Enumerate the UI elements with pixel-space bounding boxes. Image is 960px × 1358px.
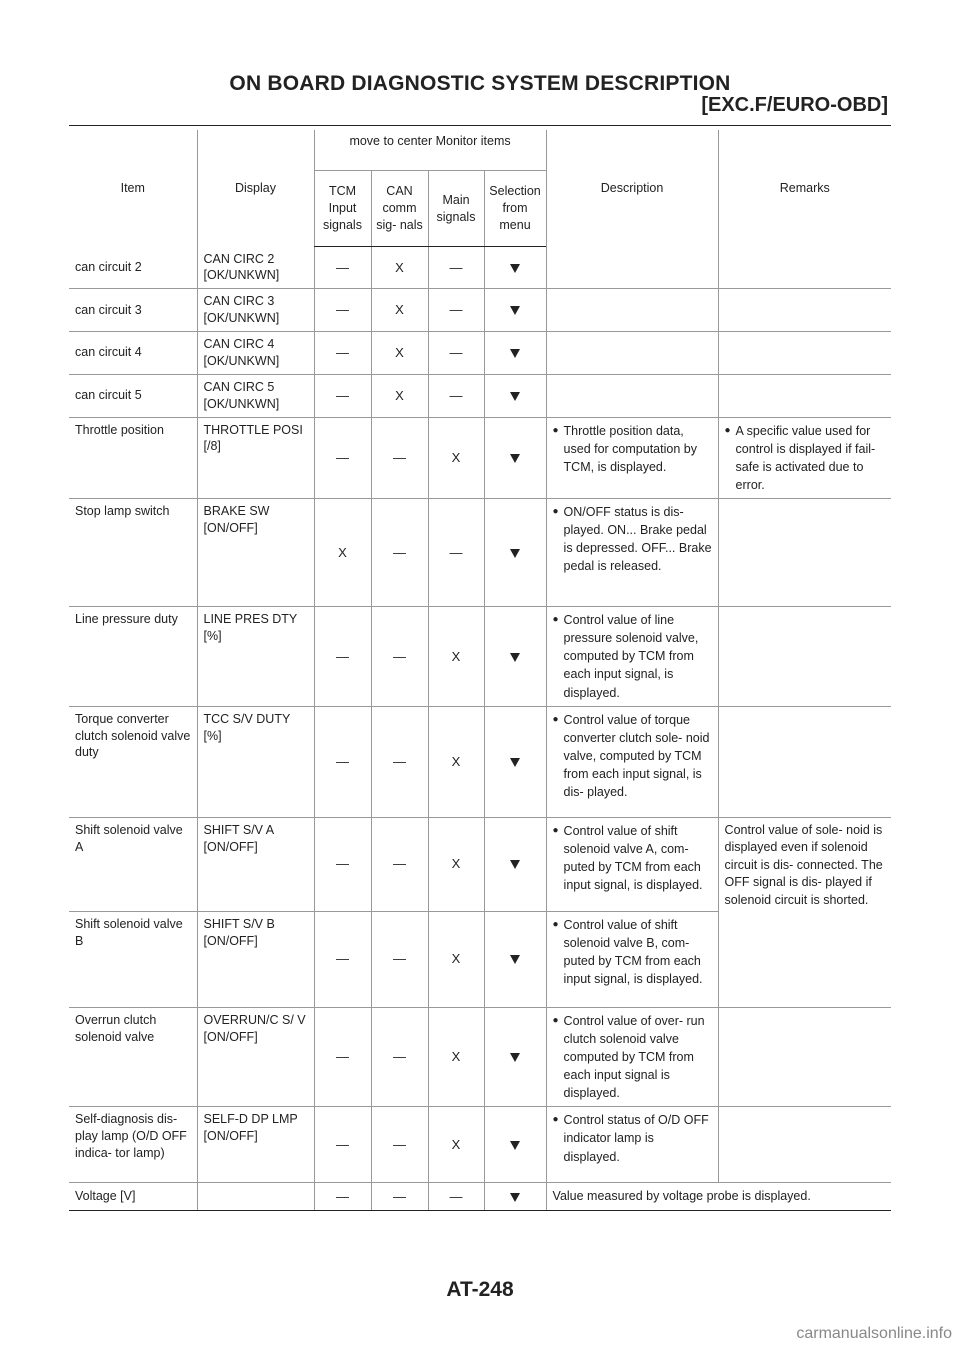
down-triangle-icon bbox=[510, 1141, 520, 1150]
can-cell: — bbox=[371, 1183, 428, 1211]
display-cell: THROTTLE POSI [/8] bbox=[197, 417, 314, 499]
page-number: AT-248 bbox=[446, 1278, 514, 1301]
tcm-cell: — bbox=[314, 1183, 371, 1211]
remarks-cell bbox=[718, 247, 891, 289]
description-text: Control value of shift solenoid valve A, com- puted by TCM from each input signal, is displayed. bbox=[563, 823, 703, 892]
item-cell: Throttle position bbox=[69, 417, 197, 499]
item-cell: Voltage [V] bbox=[69, 1183, 197, 1211]
bullet-icon: ● bbox=[552, 713, 559, 725]
item-cell: can circuit 2 bbox=[69, 247, 197, 289]
can-cell: — bbox=[371, 911, 428, 1007]
main-cell: X bbox=[428, 817, 484, 911]
display-cell: SHIFT S/V A [ON/OFF] bbox=[197, 817, 314, 911]
description-cell bbox=[546, 332, 718, 375]
main-cell: X bbox=[428, 1107, 484, 1183]
bullet-icon: ● bbox=[724, 424, 731, 436]
can-cell: X bbox=[371, 332, 428, 375]
selection-cell bbox=[484, 417, 546, 499]
remarks-cell bbox=[718, 332, 891, 375]
item-cell: Self-diagnosis dis- play lamp (O/D OFF indica- tor lamp) bbox=[69, 1107, 197, 1183]
main-cell: — bbox=[428, 289, 484, 332]
header-remarks: Remarks bbox=[718, 130, 891, 247]
item-cell: Overrun clutch solenoid valve bbox=[69, 1007, 197, 1107]
tcm-cell: — bbox=[314, 374, 371, 417]
main-cell: X bbox=[428, 417, 484, 499]
remarks-cell-shift-solenoid: Control value of sole- noid is displayed even if solenoid circuit is dis- connected. The OFF signal is dis- played if solenoid circuit is shorted. bbox=[718, 817, 891, 1007]
description-cell bbox=[546, 706, 718, 817]
tcm-cell: — bbox=[314, 607, 371, 707]
table-row bbox=[69, 499, 891, 607]
remarks-cell bbox=[718, 417, 891, 499]
display-cell: CAN CIRC 2 [OK/UNKWN] bbox=[197, 247, 314, 289]
title-rule bbox=[69, 125, 891, 126]
selection-cell bbox=[484, 1107, 546, 1183]
table-row bbox=[69, 706, 891, 817]
display-cell: CAN CIRC 3 [OK/UNKWN] bbox=[197, 289, 314, 332]
tcm-cell: — bbox=[314, 289, 371, 332]
description-cell bbox=[546, 1107, 718, 1183]
table-row bbox=[69, 1183, 891, 1211]
description-text: Control value of line pressure solenoid valve, computed by TCM from each input signal, is displayed. bbox=[563, 613, 699, 700]
down-triangle-icon bbox=[510, 1193, 520, 1202]
header-can-comm: CAN comm sig- nals bbox=[371, 171, 428, 247]
description-cell bbox=[546, 374, 718, 417]
item-cell: Stop lamp switch bbox=[69, 499, 197, 607]
can-cell: — bbox=[371, 499, 428, 607]
display-cell: SELF-D DP LMP [ON/OFF] bbox=[197, 1107, 314, 1183]
selection-cell bbox=[484, 706, 546, 817]
can-cell: X bbox=[371, 374, 428, 417]
item-cell: Line pressure duty bbox=[69, 607, 197, 707]
down-triangle-icon bbox=[510, 549, 520, 558]
description-text: Throttle position data, used for computation by TCM, is displayed. bbox=[563, 423, 697, 474]
description-cell bbox=[546, 417, 718, 499]
can-cell: — bbox=[371, 417, 428, 499]
tcm-cell: — bbox=[314, 1107, 371, 1183]
main-cell: — bbox=[428, 332, 484, 375]
down-triangle-icon bbox=[510, 264, 520, 273]
table-row bbox=[69, 607, 891, 707]
description-cell: Value measured by voltage probe is displayed. bbox=[546, 1183, 891, 1211]
table-row bbox=[69, 332, 891, 375]
table-row bbox=[69, 374, 891, 417]
tcm-cell: — bbox=[314, 247, 371, 289]
display-cell: OVERRUN/C S/ V [ON/OFF] bbox=[197, 1007, 314, 1107]
page-subtitle: [EXC.F/EURO-OBD] bbox=[701, 94, 888, 116]
bullet-icon: ● bbox=[552, 424, 559, 436]
display-cell: SHIFT S/V B [ON/OFF] bbox=[197, 911, 314, 1007]
remarks-cell bbox=[718, 1107, 891, 1183]
table-row bbox=[69, 289, 891, 332]
header-description: Description bbox=[546, 130, 718, 247]
selection-cell bbox=[484, 289, 546, 332]
description-text: Control value of shift solenoid valve B, com- puted by TCM from each input signal, is displayed. bbox=[563, 917, 703, 986]
table-row bbox=[69, 817, 891, 911]
description-text: ON/OFF status is dis- played. ON... Brake pedal is depressed. OFF... Brake pedal is released. bbox=[563, 505, 712, 574]
header-item: Item bbox=[120, 180, 145, 195]
remarks-cell bbox=[718, 1007, 891, 1107]
main-cell: — bbox=[428, 1183, 484, 1211]
down-triangle-icon bbox=[510, 758, 520, 767]
main-cell: — bbox=[428, 499, 484, 607]
tcm-cell: — bbox=[314, 911, 371, 1007]
table-row bbox=[69, 417, 891, 499]
bullet-icon: ● bbox=[552, 506, 559, 517]
main-cell: X bbox=[428, 607, 484, 707]
display-cell bbox=[197, 1183, 314, 1211]
down-triangle-icon bbox=[510, 860, 520, 869]
monitor-items-table bbox=[69, 130, 891, 1211]
page-title: ON BOARD DIAGNOSTIC SYSTEM DESCRIPTION bbox=[229, 72, 731, 95]
tcm-cell: — bbox=[314, 1007, 371, 1107]
down-triangle-icon bbox=[510, 1053, 520, 1062]
bullet-icon: ● bbox=[552, 614, 559, 625]
table-row bbox=[69, 1107, 891, 1183]
display-cell: BRAKE SW [ON/OFF] bbox=[197, 499, 314, 607]
description-cell bbox=[546, 607, 718, 707]
remarks-cell bbox=[718, 499, 891, 607]
down-triangle-icon bbox=[510, 454, 520, 463]
description-text: Control value of over- run clutch solenoid valve computed by TCM from each input signal is displayed. bbox=[563, 1013, 705, 1101]
header-main-signals: Main signals bbox=[428, 171, 484, 247]
description-cell bbox=[546, 817, 718, 911]
header-selection-menu: Selection from menu bbox=[484, 171, 546, 247]
bullet-icon: ● bbox=[552, 824, 559, 836]
down-triangle-icon bbox=[510, 349, 520, 358]
tcm-cell: — bbox=[314, 417, 371, 499]
description-text: Control status of O/D OFF indicator lamp is displayed. bbox=[563, 1113, 709, 1164]
can-cell: — bbox=[371, 1107, 428, 1183]
selection-cell bbox=[484, 817, 546, 911]
item-cell: can circuit 4 bbox=[69, 332, 197, 375]
table-row bbox=[69, 1007, 891, 1107]
item-cell: can circuit 5 bbox=[69, 374, 197, 417]
display-cell: CAN CIRC 4 [OK/UNKWN] bbox=[197, 332, 314, 375]
item-cell: can circuit 3 bbox=[69, 289, 197, 332]
display-cell: CAN CIRC 5 [OK/UNKWN] bbox=[197, 374, 314, 417]
remarks-cell bbox=[718, 607, 891, 707]
tcm-cell: — bbox=[314, 817, 371, 911]
main-cell: X bbox=[428, 1007, 484, 1107]
description-cell bbox=[546, 499, 718, 607]
header-monitor-items: move to center Monitor items bbox=[314, 130, 546, 171]
main-cell: X bbox=[428, 706, 484, 817]
description-cell bbox=[546, 247, 718, 289]
bullet-icon: ● bbox=[552, 918, 559, 930]
selection-cell bbox=[484, 911, 546, 1007]
remarks-cell bbox=[718, 289, 891, 332]
selection-cell bbox=[484, 1007, 546, 1107]
watermark: carmanualsonline.info bbox=[796, 1325, 952, 1342]
can-cell: — bbox=[371, 706, 428, 817]
item-cell: Torque converter clutch solenoid valve duty bbox=[69, 706, 197, 817]
can-cell: X bbox=[371, 247, 428, 289]
selection-cell bbox=[484, 499, 546, 607]
can-cell: — bbox=[371, 1007, 428, 1107]
down-triangle-icon bbox=[510, 392, 520, 401]
description-cell bbox=[546, 911, 718, 1007]
bullet-icon: ● bbox=[552, 1114, 559, 1126]
main-cell: — bbox=[428, 247, 484, 289]
down-triangle-icon bbox=[510, 653, 520, 662]
description-cell bbox=[546, 289, 718, 332]
down-triangle-icon bbox=[510, 306, 520, 315]
header-tcm-input: TCM Input signals bbox=[314, 171, 371, 247]
tcm-cell: — bbox=[314, 332, 371, 375]
main-cell: — bbox=[428, 374, 484, 417]
can-cell: — bbox=[371, 817, 428, 911]
display-cell: LINE PRES DTY [%] bbox=[197, 607, 314, 707]
tcm-cell: X bbox=[314, 499, 371, 607]
header-display: Display bbox=[197, 130, 314, 247]
table-row bbox=[69, 247, 891, 289]
item-cell: Shift solenoid valve B bbox=[69, 911, 197, 1007]
remarks-cell bbox=[718, 706, 891, 817]
selection-cell bbox=[484, 332, 546, 375]
selection-cell bbox=[484, 1183, 546, 1211]
bullet-icon: ● bbox=[552, 1014, 559, 1026]
main-cell: X bbox=[428, 911, 484, 1007]
display-cell: TCC S/V DUTY [%] bbox=[197, 706, 314, 817]
item-cell: Shift solenoid valve A bbox=[69, 817, 197, 911]
selection-cell bbox=[484, 247, 546, 289]
can-cell: — bbox=[371, 607, 428, 707]
down-triangle-icon bbox=[510, 955, 520, 964]
description-text: Control value of torque converter clutch sole- noid valve, computed by TCM from each input signal, is dis- played. bbox=[563, 712, 710, 800]
description-cell bbox=[546, 1007, 718, 1107]
tcm-cell: — bbox=[314, 706, 371, 817]
can-cell: X bbox=[371, 289, 428, 332]
selection-cell bbox=[484, 607, 546, 707]
remarks-text: A specific value used for control is displayed if fail-safe is activated due to error. bbox=[735, 423, 876, 492]
remarks-cell bbox=[718, 374, 891, 417]
selection-cell bbox=[484, 374, 546, 417]
